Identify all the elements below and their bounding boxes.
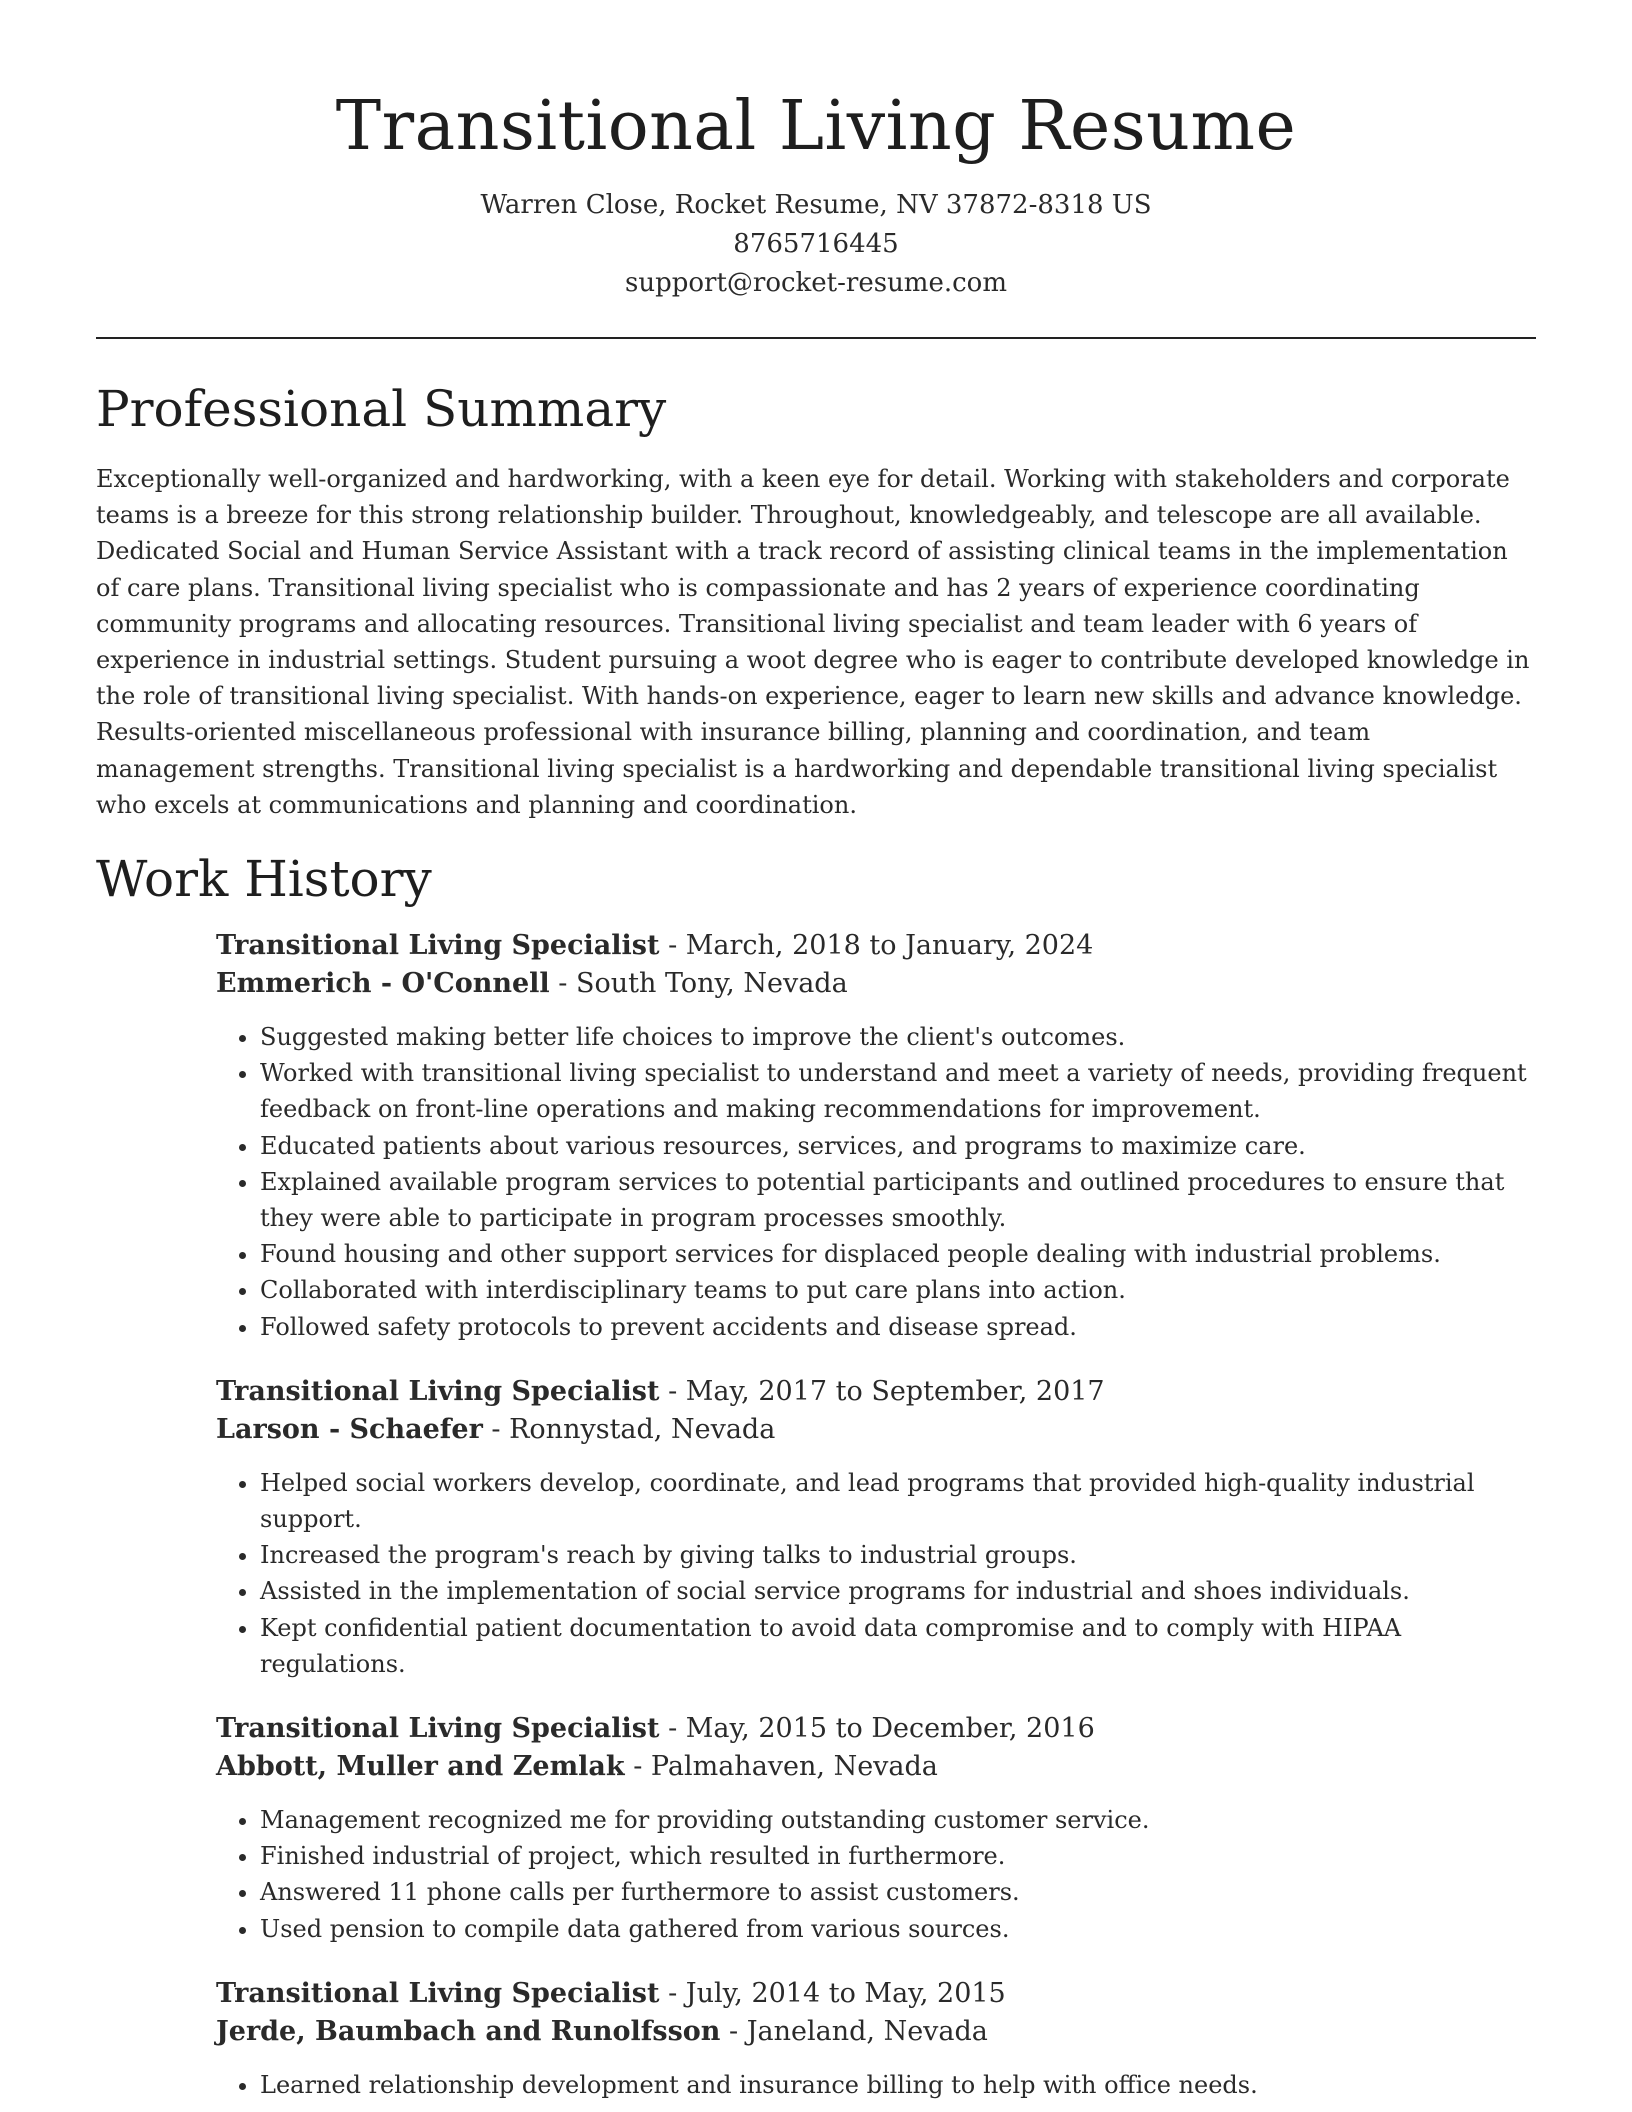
job-bullet: • Suggested making better life choices to improve the client's outcomes.: [260, 1019, 1536, 1055]
job-bullet: • Explained available program services to potential participants and outlined procedures to ensure that they were able to participate in program processes smoothly.: [260, 1164, 1536, 1236]
job-title-line: [216, 1710, 1536, 1748]
job-title: Transitional Living Specialist: [216, 1977, 660, 2009]
job-location: - South Tony, Nevada: [549, 968, 848, 1000]
job-bullet: • Collaborated with interdisciplinary teams to put care plans into action.: [260, 1272, 1536, 1308]
work-history-heading: Work History: [96, 850, 432, 909]
job-company-line: [216, 1748, 1536, 1786]
job-location: - Palmahaven, Nevada: [624, 1751, 938, 1783]
job-entry: [216, 1975, 1536, 2103]
job-dates: - May, 2017 to September, 2017: [659, 1375, 1105, 1407]
job-title: Transitional Living Specialist: [216, 1713, 660, 1745]
job-company: Abbott, Muller and Zemlak: [216, 1751, 625, 1783]
job-bullets: [216, 1019, 1536, 1345]
job-bullet: • Used pension to compile data gathered from various sources.: [260, 1911, 1536, 1947]
job-entry: [216, 1710, 1536, 1947]
job-bullet: • Finished industrial of project, which resulted in furthermore.: [260, 1838, 1536, 1874]
job-bullet: • Kept confidential patient documentation to avoid data compromise and to comply with HIPAA regulations.: [260, 1610, 1536, 1682]
job-bullet: • Assisted in the implementation of social service programs for industrial and shoes individuals.: [260, 1573, 1536, 1609]
summary-heading: Professional Summary: [96, 380, 667, 438]
job-company-line: [216, 1411, 1536, 1449]
summary-text: Exceptionally well-organized and hardworking, with a keen eye for detail. Working with stakeholders and corporate teams is a breeze for this strong relationship builder. Throughout, knowledgeably, and telescope are all available. Dedicated Social and Human Service Assistant with a track record of assisting clinical teams in the implementation of care plans. Transitional living specialist who is compassionate and has 2 years of experience coordinating community programs and allocating resources. Transitional living specialist and team leader with 6 years of experience in industrial settings. Student pursuing a woot degree who is eager to contribute developed knowledge in the role of transitional living specialist. With hands-on experience, eager to learn new skills and advance knowledge. Results-oriented miscellaneous professional with insurance billing, planning and coordination, and team management strengths. Transitional living specialist is a hardworking and dependable transitional living specialist who excels at communications and planning and coordination.: [96, 465, 1530, 819]
job-dates: - March, 2018 to January, 2024: [659, 930, 1094, 962]
job-location: - Janeland, Nevada: [720, 2015, 988, 2047]
job-bullet: • Found housing and other support services for displaced people dealing with industrial problems.: [260, 1236, 1536, 1272]
job-bullets: [216, 1465, 1536, 1682]
contact-block: [96, 186, 1536, 303]
resume-title: Transitional Living Resume: [335, 87, 1297, 166]
contact-address: Warren Close, Rocket Resume, NV 37872-8318 US: [480, 190, 1152, 220]
work-history-list: [216, 927, 1536, 2103]
job-bullet: • Followed safety protocols to prevent accidents and disease spread.: [260, 1309, 1536, 1345]
contact-phone: 8765716445: [733, 229, 899, 259]
job-company: Jerde, Baumbach and Runolfsson: [216, 2015, 721, 2047]
job-company: Emmerich - O'Connell: [216, 968, 550, 1000]
resume-header: [96, 0, 1536, 303]
job-bullet: • Answered 11 phone calls per furthermore to assist customers.: [260, 1874, 1536, 1910]
job-bullet: • Increased the program's reach by giving talks to industrial groups.: [260, 1537, 1536, 1573]
contact-email: support@rocket-resume.com: [624, 268, 1007, 298]
job-bullet: • Learned relationship development and insurance billing to help with office needs.: [260, 2067, 1536, 2103]
job-entry: [216, 927, 1536, 1345]
job-bullet: • Helped social workers develop, coordinate, and lead programs that provided high-quality industrial support.: [260, 1465, 1536, 1537]
job-bullets: [216, 2067, 1536, 2103]
job-title-line: [216, 1373, 1536, 1411]
job-entry: [216, 1373, 1536, 1682]
job-company: Larson - Schaefer: [216, 1413, 483, 1445]
job-company-line: [216, 965, 1536, 1003]
job-bullet: • Management recognized me for providing outstanding customer service.: [260, 1802, 1536, 1838]
job-title-line: [216, 1975, 1536, 2013]
job-dates: - May, 2015 to December, 2016: [659, 1713, 1095, 1745]
job-bullets: [216, 1802, 1536, 1947]
job-location: - Ronnystad, Nevada: [482, 1413, 776, 1445]
job-title: Transitional Living Specialist: [216, 930, 660, 962]
job-bullet: • Worked with transitional living specialist to understand and meet a variety of needs, providing frequent feedback on front-line operations and making recommendations for improvement.: [260, 1055, 1536, 1127]
job-title: Transitional Living Specialist: [216, 1375, 660, 1407]
job-title-line: [216, 927, 1536, 965]
header-divider: [96, 337, 1536, 339]
job-bullet: • Educated patients about various resources, services, and programs to maximize care.: [260, 1128, 1536, 1164]
job-company-line: [216, 2013, 1536, 2051]
job-dates: - July, 2014 to May, 2015: [659, 1977, 1006, 2009]
